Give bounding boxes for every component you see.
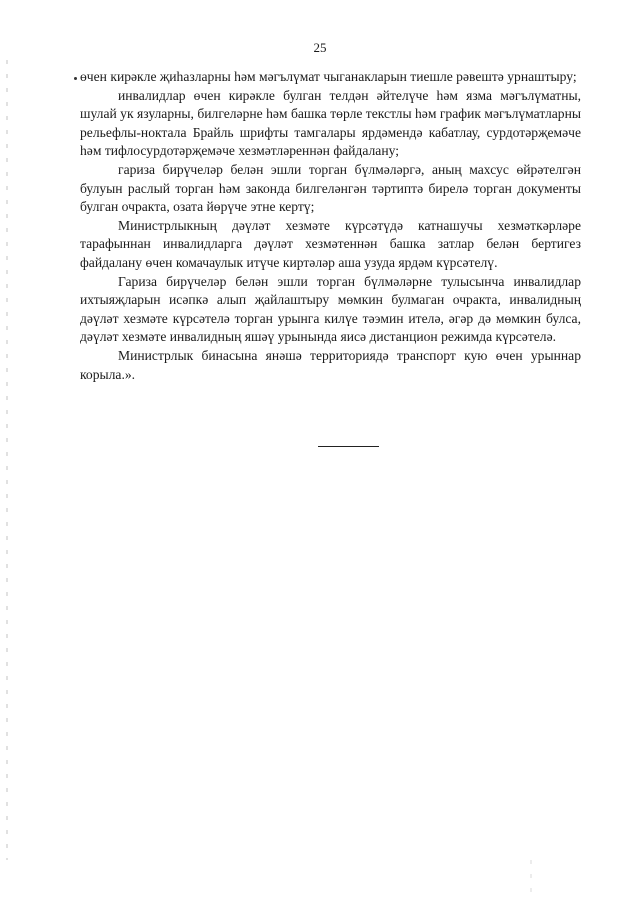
document-body [80, 68, 581, 384]
paragraph-4: Министрлыкның дәүләт хезмәте күрсәтүдә катнашучы хезмәткәрләре тарафыннан инвалидларга дәүләт хезмәтеннән башка затлар белән бертигез файдалану өчен комачаулык итүче киртәләр аша узуда ярдәм күрсәтелү. [80, 217, 581, 270]
scan-edge-marks-left [6, 60, 8, 860]
scan-speck [74, 77, 77, 80]
paragraph-3: гариза бирүчеләр белән эшли торган бүлмәләргә, аның махсус өйрәтелгән булуын раслый торган һәм законда билгеләнгән тәртиптә бирелә торган документы булган очракта, озата йөрүче этне кертү; [80, 161, 581, 215]
paragraph-5: Гариза бирүчеләр белән эшли торган бүлмәләрне тулысынча инвалидлар ихтыяҗларын исәпкә алып җайлаштыру мөмкин булмаган очракта, инвалидның дәүләт хезмәте күрсәтелә торган урынга килүе тәэмин ителә, әгәр дә мөмкин булса, дәүләт хезмәте инвалидның яшәү урынында яисә дистанцион режимда күрсәтелә. [80, 273, 581, 345]
paragraph-1: өчен кирәкле җиһазларны һәм мәгълүмат чыганакларын тиешле рәвештә урнаштыру; [80, 69, 577, 84]
paragraph-2: инвалидлар өчен кирәкле булган телдән әйтелүче һәм язма мәгълүматны, шулай ук язуларны, билгеләрне һәм башка төрле текстлы һәм график мәгълүматларны рельефлы-ноктала Брайль шрифты тамгалары ярдәмендә кабатлау, сурдотәрҗемәче һәм тифлосурдотәрҗемәче хезмәтләреннән файдалану; [80, 87, 581, 159]
page-number: 25 [313, 40, 327, 55]
scan-edge-marks-bottom [530, 860, 532, 900]
paragraph-6: Министрлык бинасына янәшә территориядә транспорт кую өчен урыннар корыла.». [80, 347, 581, 382]
end-divider-line [318, 446, 379, 447]
